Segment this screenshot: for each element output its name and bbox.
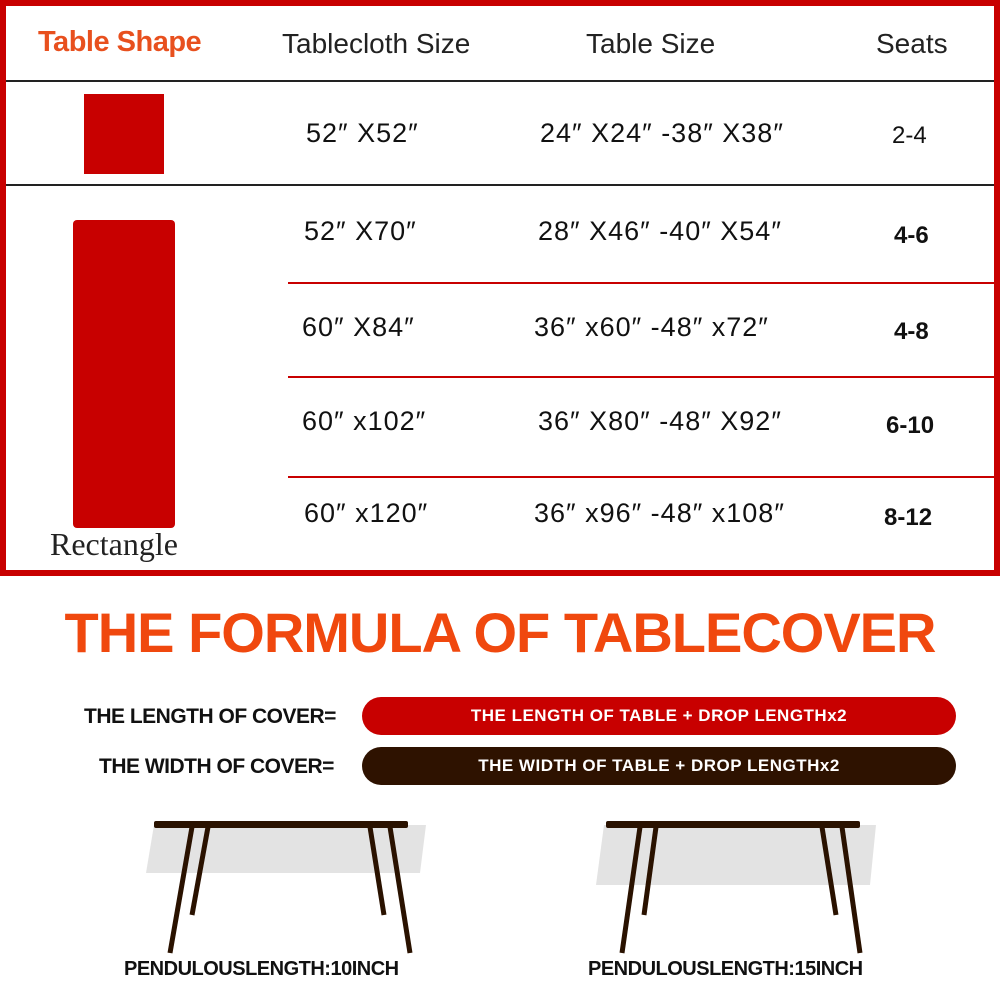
square-row-divider (6, 184, 994, 186)
width-formula-pill (362, 747, 956, 785)
caption-15-inch: PENDULOUSLENGTH:15INCH (588, 958, 863, 980)
rect-row-2-tablecloth: 60″ X84″ (302, 312, 415, 342)
rect-row-4-seats: 8-12 (884, 504, 933, 531)
row-divider (288, 476, 994, 478)
square-table-size: 24″ X24″ -38″ X38″ (540, 118, 784, 148)
width-formula-value: THE WIDTH OF TABLE + DROP LENGTHx2 (478, 756, 840, 775)
table-illustration-15-inch (590, 815, 890, 965)
table-top (154, 821, 408, 828)
rect-row-4-tablecloth: 60″ x120″ (304, 498, 429, 528)
header-table-size: Table Size (586, 28, 716, 59)
header-seats: Seats (876, 28, 948, 59)
length-formula-value: THE LENGTH OF TABLE + DROP LENGTHx2 (470, 706, 848, 725)
square-tablecloth-size: 52″ X52″ (306, 118, 419, 148)
row-divider (288, 376, 994, 378)
rect-row-4-table: 36″ x96″ -48″ x108″ (534, 498, 785, 528)
square-shape-swatch (84, 94, 164, 174)
rect-row-3-seats: 6-10 (886, 412, 935, 439)
table-top (606, 821, 860, 828)
caption-10-inch: PENDULOUSLENGTH:10INCH (124, 958, 399, 980)
header-divider (6, 80, 994, 82)
header-table-shape: Table Shape (38, 26, 202, 58)
rect-row-2-seats: 4-8 (894, 318, 929, 345)
rectangle-label: Rectangle (50, 526, 178, 562)
square-seats: 2-4 (892, 122, 927, 149)
rect-row-1-table: 28″ X46″ -40″ X54″ (538, 216, 782, 246)
width-formula-label: THE WIDTH OF COVER= (99, 755, 334, 778)
rect-row-3-tablecloth: 60″ x102″ (302, 406, 427, 436)
rectangle-shape-swatch (73, 220, 175, 528)
rect-row-1-tablecloth: 52″ X70″ (304, 216, 417, 246)
rect-row-2-table: 36″ x60″ -48″ x72″ (534, 312, 769, 342)
formula-title: THE FORMULA OF TABLECOVER (64, 601, 936, 664)
rect-row-3-table: 36″ X80″ -48″ X92″ (538, 406, 782, 436)
table-illustration-10-inch (140, 815, 440, 965)
header-tablecloth-size: Tablecloth Size (282, 28, 471, 59)
length-formula-pill (362, 697, 956, 735)
length-formula-label: THE LENGTH OF COVER= (84, 705, 336, 728)
rect-row-1-seats: 4-6 (894, 222, 929, 249)
row-divider (288, 282, 994, 284)
